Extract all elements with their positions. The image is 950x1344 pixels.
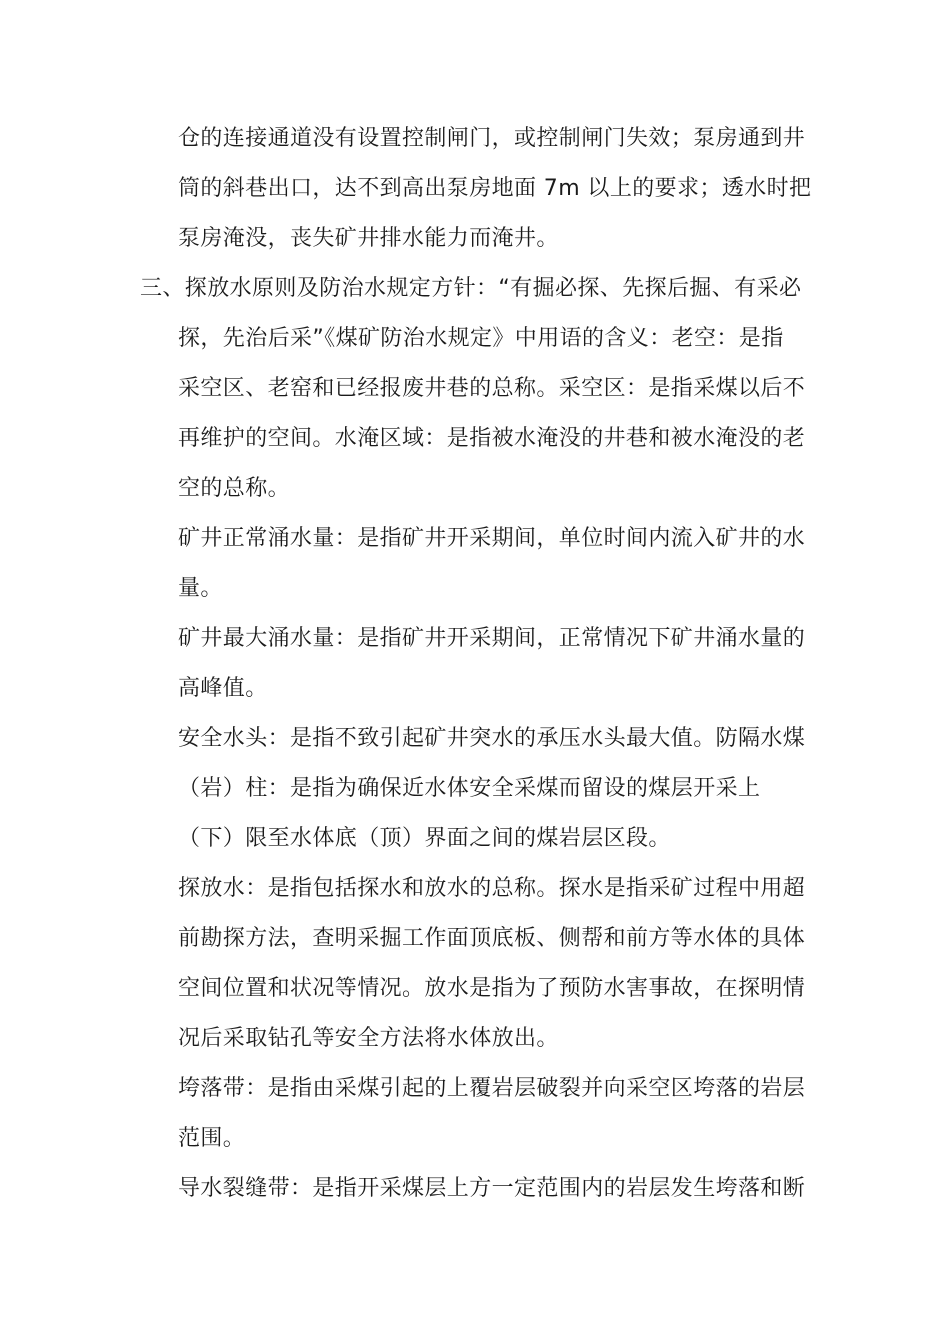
text-line-6: 采空区、老窑和已经报废井巷的总称。采空区：是指采煤以后不 — [178, 376, 806, 401]
text-line-17: 前勘探方法，查明采掘工作面顶底板、侧帮和前方等水体的具体 — [178, 926, 806, 951]
text-line-4: 三、探放水原则及防治水规定方针：“有掘必探、先探后掘、有采必 — [140, 276, 802, 301]
text-line-15: （下）限至水体底（顶）界面之间的煤岩层区段。 — [178, 826, 671, 851]
text-line-10: 量。 — [178, 576, 223, 601]
text-line-7: 再维护的空间。水淹区域：是指被水淹没的井巷和被水淹没的老 — [178, 426, 806, 451]
text-line-2: 筒的斜巷出口，达不到高出泵房地面 7m 以上的要求；透水时把 — [178, 176, 812, 201]
text-line-12: 高峰值。 — [178, 676, 268, 701]
text-line-14: （岩）柱：是指为确保近水体安全采煤而留设的煤层开采上 — [178, 776, 761, 801]
text-line-13: 安全水头：是指不致引起矿井突水的承压水头最大值。防隔水煤 — [178, 726, 806, 751]
text-line-1: 仓的连接通道没有设置控制闸门，或控制闸门失效；泵房通到井 — [178, 126, 806, 151]
text-line-20: 垮落带：是指由采煤引起的上覆岩层破裂并向采空区垮落的岩层 — [178, 1076, 806, 1101]
text-line-5: 探，先治后采”《煤矿防治水规定》中用语的含义：老空：是指 — [178, 326, 784, 351]
text-line-21: 范围。 — [178, 1126, 246, 1151]
text-line-18: 空间位置和状况等情况。放水是指为了预防水害事故，在探明情 — [178, 976, 806, 1001]
text-line-16: 探放水：是指包括探水和放水的总称。探水是指采矿过程中用超 — [178, 876, 806, 901]
text-line-11: 矿井最大涌水量：是指矿井开采期间，正常情况下矿井涌水量的 — [178, 626, 806, 651]
text-line-8: 空的总称。 — [178, 476, 291, 501]
text-line-19: 况后采取钻孔等安全方法将水体放出。 — [178, 1026, 559, 1051]
text-line-22: 导水裂缝带：是指开采煤层上方一定范围内的岩层发生垮落和断 — [178, 1176, 806, 1201]
text-line-3: 泵房淹没，丧失矿井排水能力而淹井。 — [178, 226, 559, 251]
text-line-9: 矿井正常涌水量：是指矿井开采期间，单位时间内流入矿井的水 — [178, 526, 806, 551]
